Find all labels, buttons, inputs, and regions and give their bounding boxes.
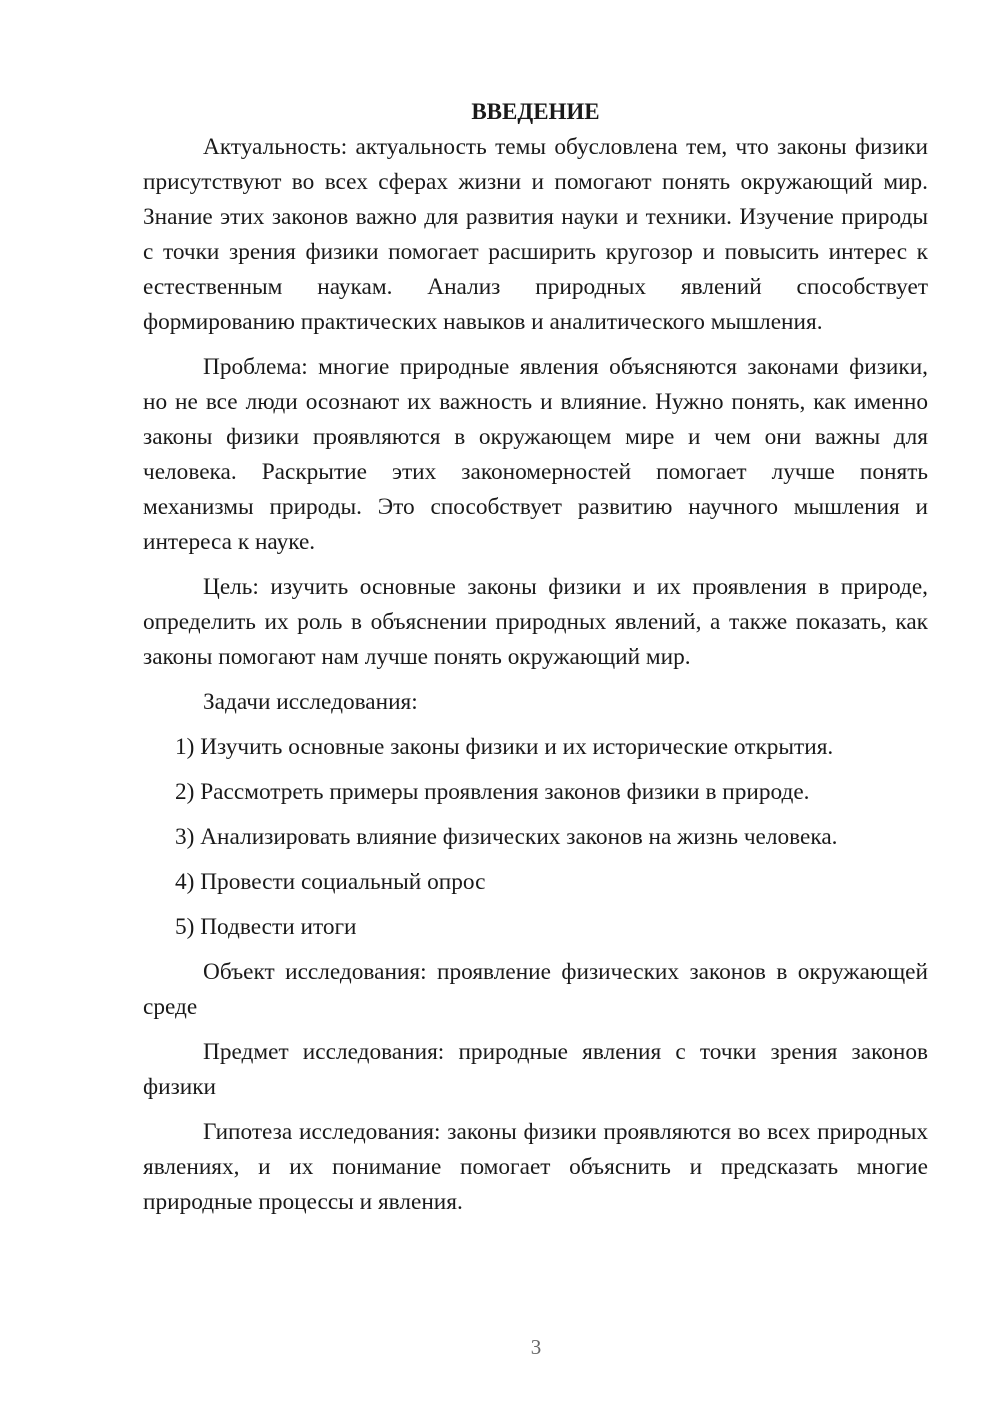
page-number: 3 [530,1335,542,1359]
goal-paragraph: Цель: изучить основные законы физики и их проявления в природе, определить их роль в объяснении природных явлений, а также показать, как законы помогают нам лучше понять окружающий мир. [143,574,928,670]
relevance-paragraph: Актуальность: актуальность темы обусловлена тем, что законы физики присутствуют во всех сферах жизни и помогают понять окружающий мир. Знание этих законов важно для развития науки и техники. Изучение природы с точки зрения физики помогает расширить кругозор и повысить интерес к естественным наукам. Анализ природных явлений способствует формированию практических навыков и аналитического мышления. [143,134,928,335]
list-item: 4) Провести социальный опрос [175,869,486,895]
subject-paragraph: Предмет исследования: природные явления с точки зрения законов физики [143,1039,928,1100]
tasks-heading: Задачи исследования: [203,689,418,715]
list-item: 2) Рассмотреть примеры проявления законов физики в природе. [175,779,810,805]
page-title: ВВЕДЕНИЕ [471,99,600,124]
list-item: 3) Анализировать влияние физических законов на жизнь человека. [175,824,838,850]
hypothesis-paragraph: Гипотеза исследования: законы физики проявляются во всех природных явлениях, и их понимание помогает объяснить и предсказать многие природные процессы и явления. [143,1119,928,1215]
problem-paragraph: Проблема: многие природные явления объясняются законами физики, но не все люди осознают их важность и влияние. Нужно понять, как именно законы физики проявляются в окружающем мире и чем они важны для человека. Раскрытие этих закономерностей помогает лучше понять механизмы природы. Это способствует развитию научного мышления и интереса к науке. [143,354,928,555]
list-item: 5) Подвести итоги [175,914,357,940]
object-paragraph: Объект исследования: проявление физических законов в окружающей среде [143,959,928,1020]
tasks-list [143,730,928,945]
list-item: 1) Изучить основные законы физики и их исторические открытия. [175,734,834,760]
page-content [143,94,928,1230]
